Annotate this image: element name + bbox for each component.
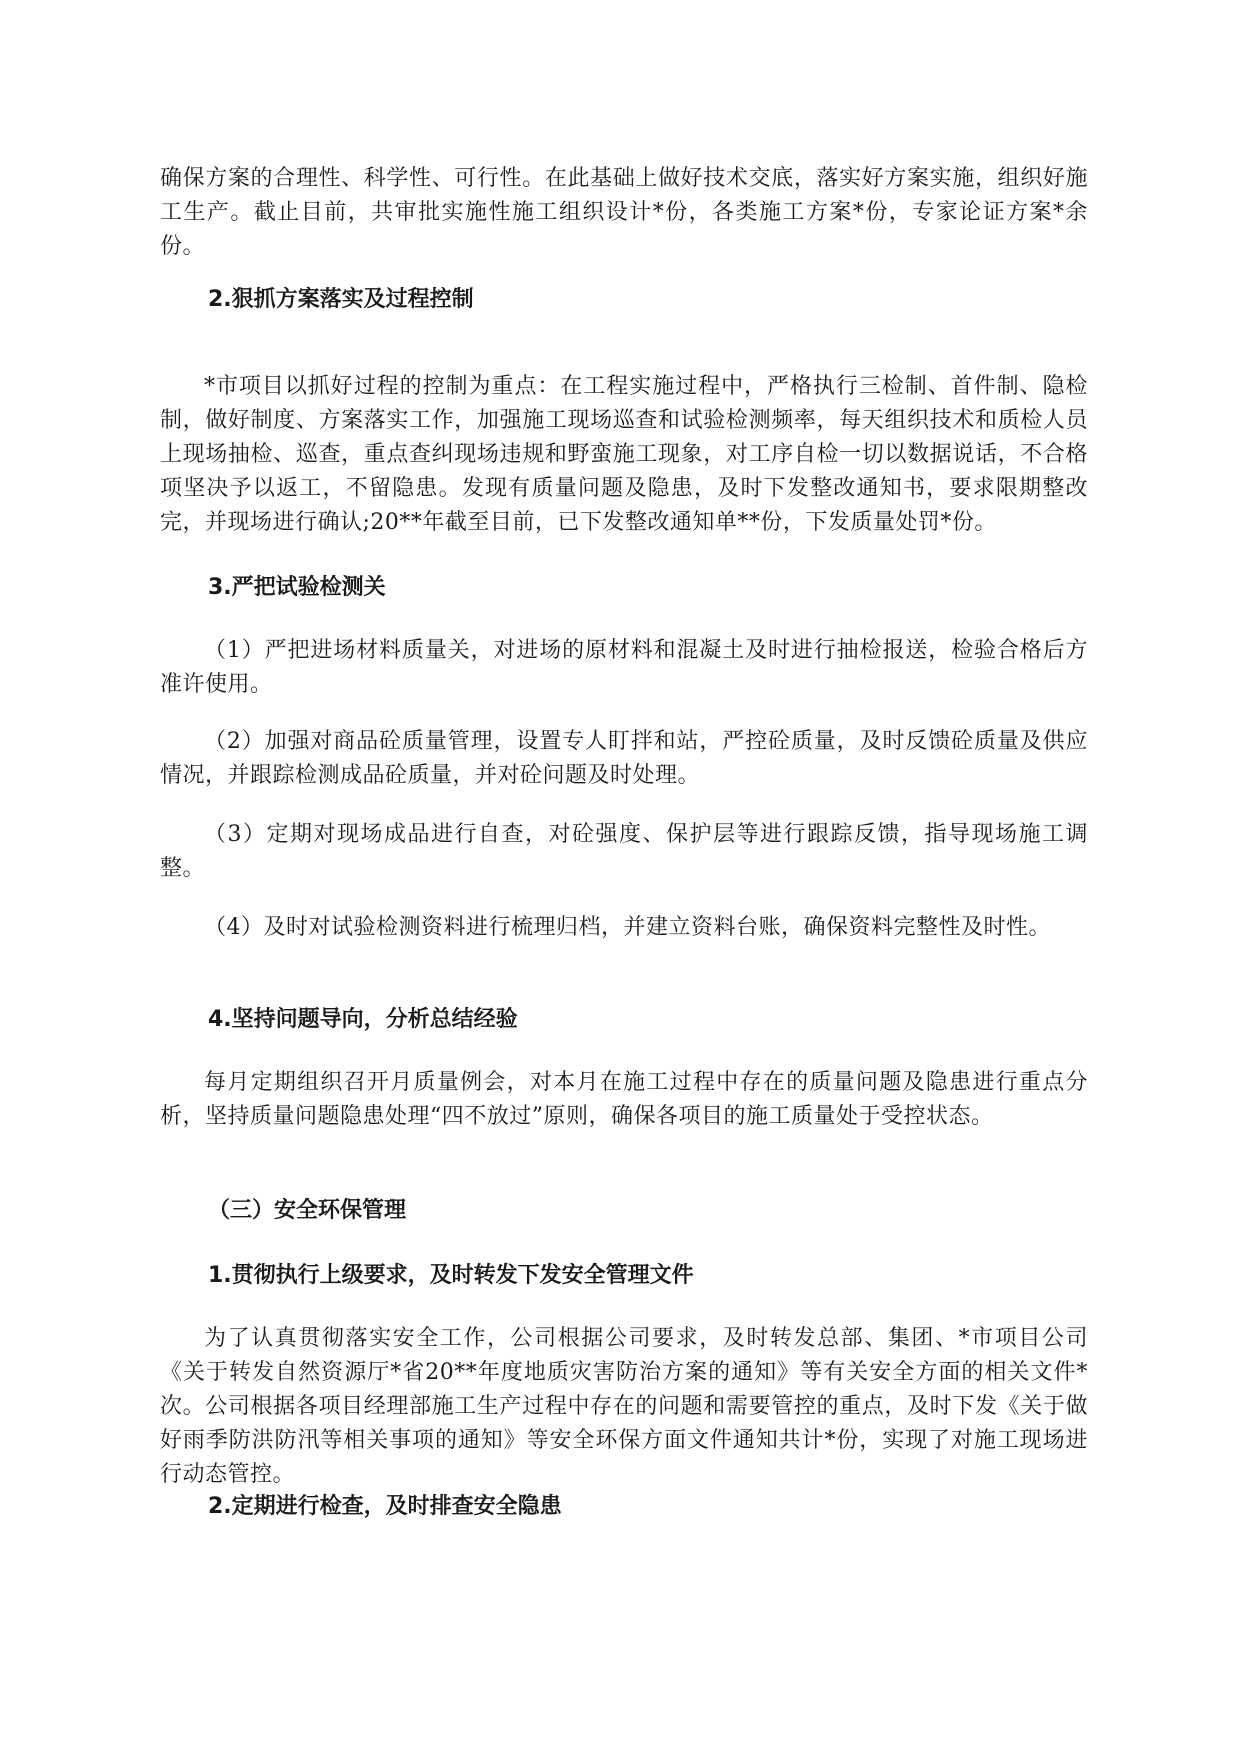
paragraph-safety-1: 为了认真贯彻落实安全工作，公司根据公司要求，及时转发总部、集团、*市项目公司《关于转发自然资源厅*省20**年度地质灾害防治方案的通知》等有关安全方面的相关文件*次。公司根据各项目经理部施工生产过程中存在的问题和需要管控的重点，及时下发《关于做好雨季防洪防汛等相关事项的通知》等安全环保方面文件通知共计*份，实现了对施工现场进行动态管控。 <box>160 1326 1088 1487</box>
heading-2-process-control: 2.狠抓方案落实及过程控制 <box>208 287 474 312</box>
heading-safety-2: 2.定期进行检查，及时排查安全隐患 <box>208 1494 562 1519</box>
heading-3-testing: 3.严把试验检测关 <box>208 575 386 600</box>
heading-4-problem-oriented: 4.坚持问题导向，分析总结经验 <box>208 1007 518 1032</box>
paragraph-testing-2: （2）加强对商品砼质量管理，设置专人盯拌和站，严控砼质量，及时反馈砼质量及供应情况，并跟踪检测成品砼质量，并对砼问题及时处理。 <box>160 729 1088 788</box>
paragraph-testing-3: （3）定期对现场成品进行自查，对砼强度、保护层等进行跟踪反馈，指导现场施工调整。 <box>160 822 1088 881</box>
heading-safety-1: 1.贯彻执行上级要求，及时转发下发安全管理文件 <box>208 1263 694 1288</box>
paragraph-process-control: *市项目以抓好过程的控制为重点：在工程实施过程中，严格执行三检制、首件制、隐检制，做好制度、方案落实工作，加强施工现场巡查和试验检测频率，每天组织技术和质检人员上现场抽检、巡查，重点查纠现场违规和野蛮施工现象，对工序自检一切以数据说话，不合格项坚决予以返工，不留隐患。发现有质量问题及隐患，及时下发整改通知书，要求限期整改完，并现场进行确认;20**年截至目前，已下发整改通知单**份，下发质量处罚*份。 <box>160 374 1088 535</box>
paragraph-testing-4: （4）及时对试验检测资料进行梳理归档，并建立资料台账，确保资料完整性及时性。 <box>204 915 1051 940</box>
paragraph-testing-1: （1）严把进场材料质量关，对进场的原材料和混凝土及时进行抽检报送，检验合格后方准许使用。 <box>160 638 1088 697</box>
paragraph-intro: 确保方案的合理性、科学性、可行性。在此基础上做好技术交底，落实好方案实施，组织好施工生产。截止目前，共审批实施性施工组织设计*份，各类施工方案*份，专家论证方案*余份。 <box>160 166 1088 259</box>
paragraph-problem-oriented: 每月定期组织召开月质量例会，对本月在施工过程中存在的质量问题及隐患进行重点分析，坚持质量问题隐患处理“四不放过”原则，确保各项目的施工质量处于受控状态。 <box>160 1070 1088 1129</box>
heading-section-safety: （三）安全环保管理 <box>208 1198 407 1223</box>
